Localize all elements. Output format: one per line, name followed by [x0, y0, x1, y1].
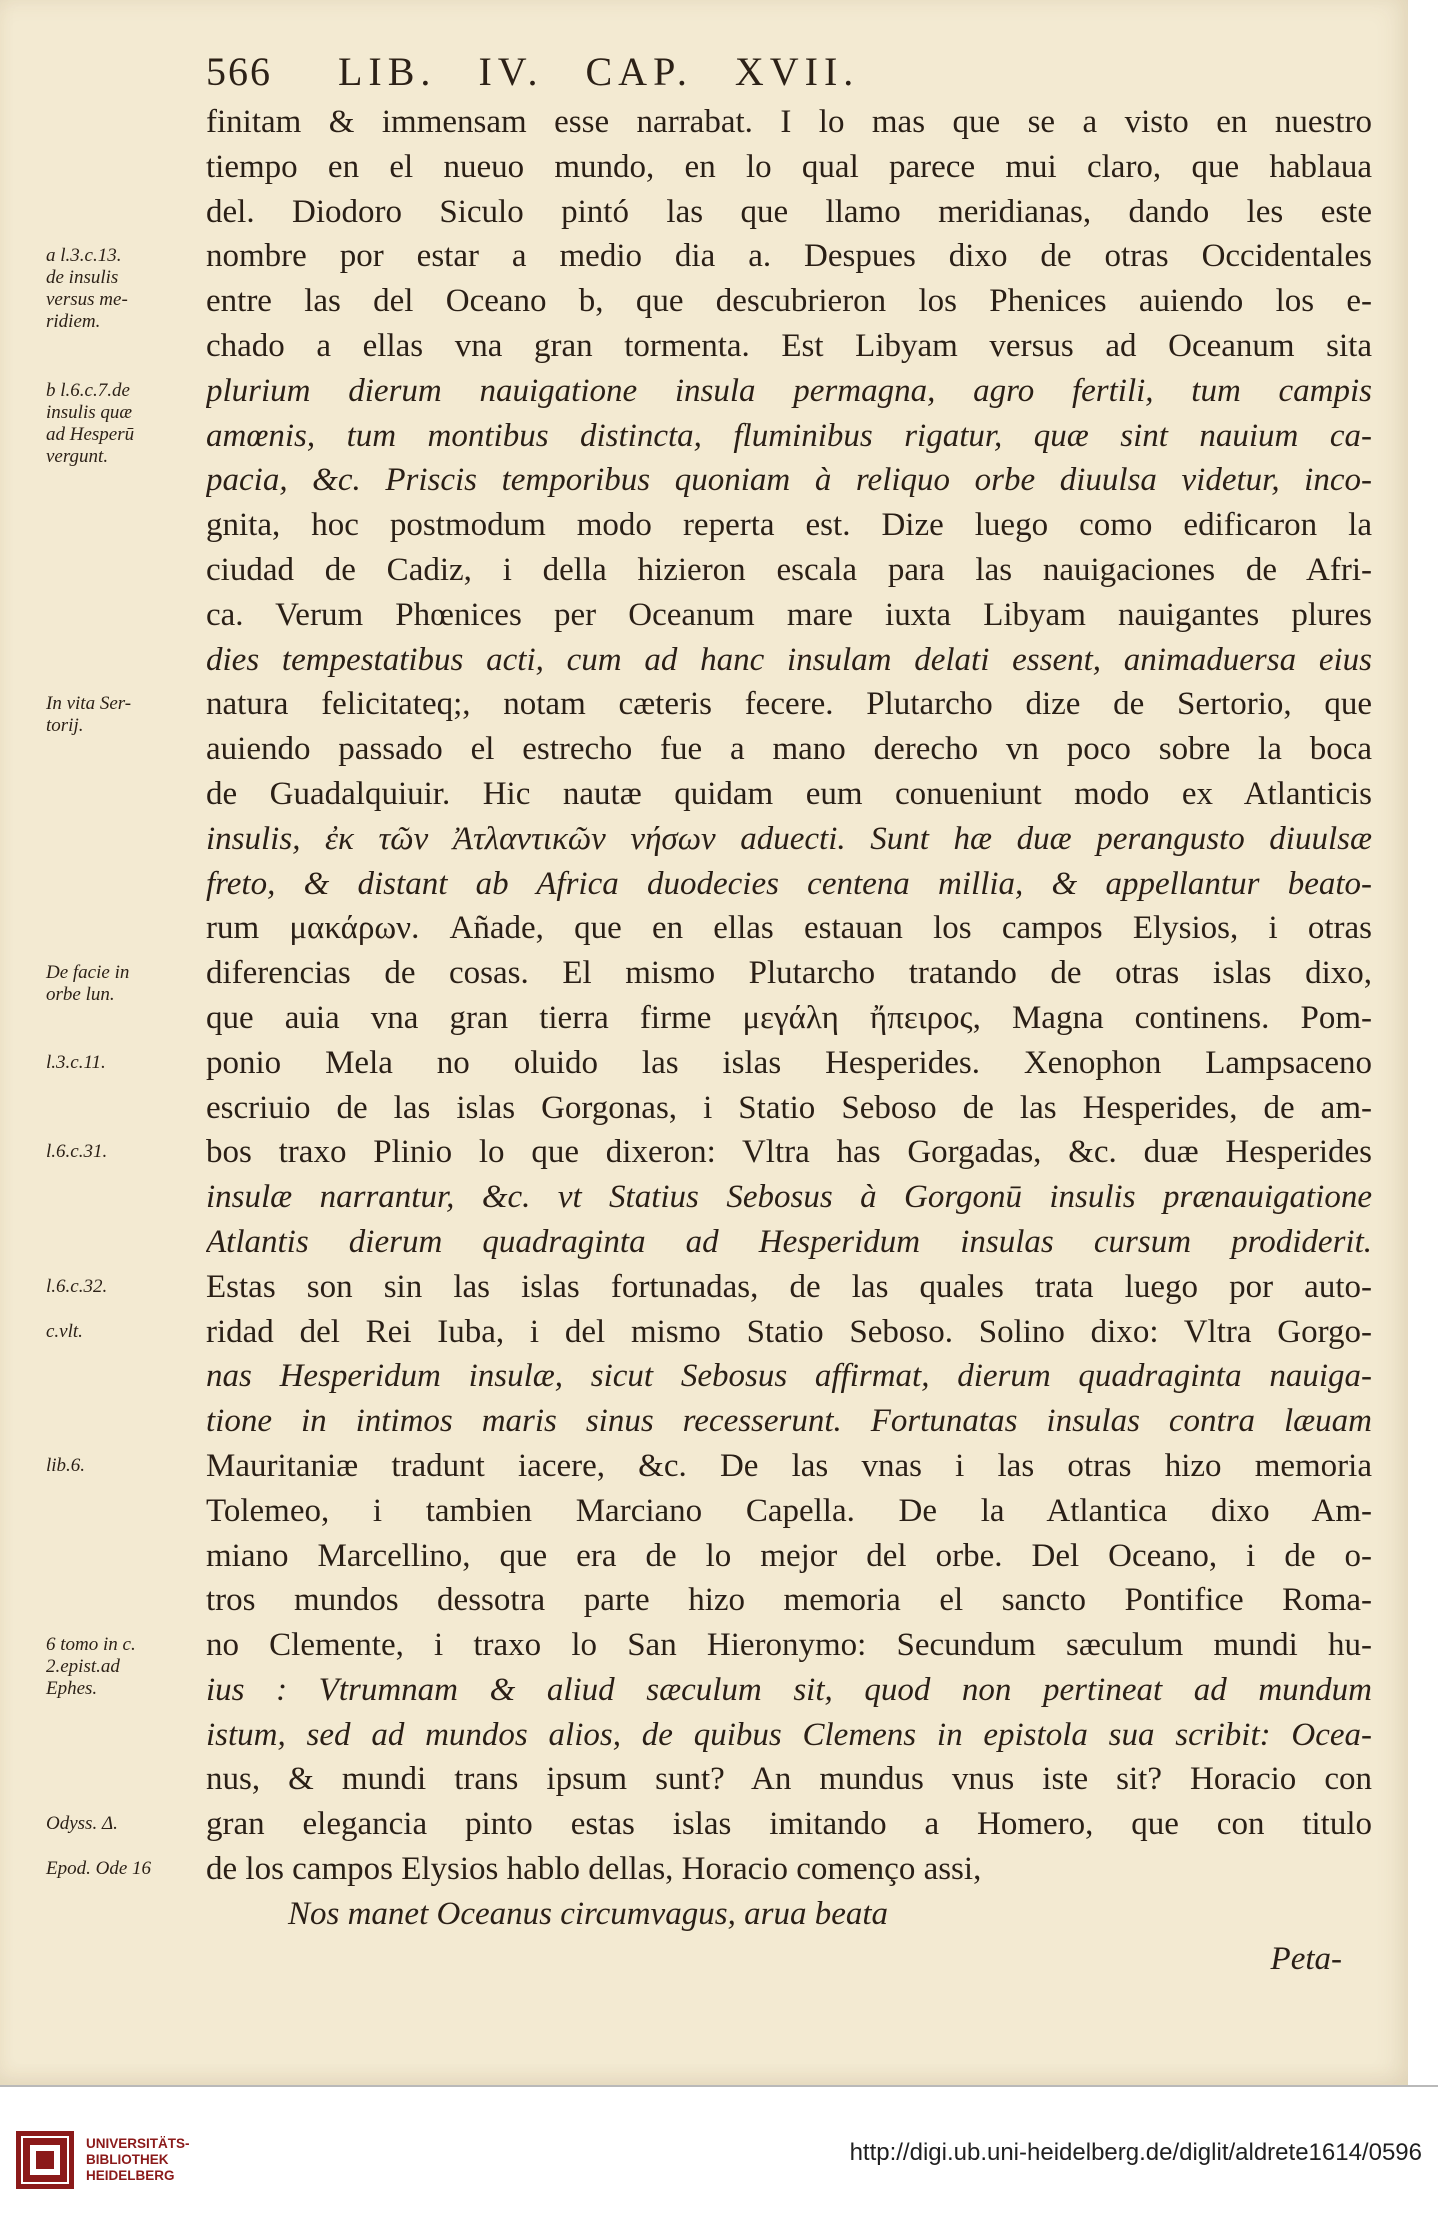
margin-note: a l.3.c.13. de insulis versus me- ridiem. — [46, 245, 128, 333]
text-line: nus, & mundi trans ipsum sunt? An mundus vnus iste sit? Horacio con — [206, 1761, 1372, 1798]
margin-note: b l.6.c.7.de insulis quæ ad Hesperū vergunt. — [46, 379, 135, 467]
text-line: Estas son sin las islas fortunadas, de las quales trata luego por auto- — [206, 1268, 1372, 1305]
running-title-chapter-number: XVII. — [734, 49, 860, 94]
text-line: tros mundos dessotra parte hizo memoria el sancto Pontifice Roma- — [206, 1582, 1372, 1619]
main-text-block — [206, 100, 1372, 1981]
text-line: entre las del Oceano b, que descubrieron los Phenices auiendo los e- — [206, 283, 1372, 320]
margin-note: l.6.c.32. — [46, 1275, 108, 1297]
text-line: Mauritaniæ tradunt iacere, &c. De las vnas i las otras hizo memoria — [206, 1447, 1372, 1484]
text-line: auiendo passado el estrecho fue a mano derecho vn poco sobre la boca — [206, 731, 1372, 768]
text-line: insulæ narrantur, &c. vt Statius Sebosus à Gorgonū insulis prænauigatione — [206, 1179, 1372, 1216]
text-line: amœnis, tum montibus distincta, fluminibus rigatur, quæ sint nauium ca- — [206, 417, 1372, 454]
text-line: bos traxo Plinio lo que dixeron: Vltra has Gorgadas, &c. duæ Hesperides — [206, 1134, 1372, 1171]
text-line: tiempo en el nueuo mundo, en lo qual parece mui claro, que hablaua — [206, 148, 1372, 185]
library-name-line: HEIDELBERG — [86, 2168, 175, 2183]
library-seal-icon — [16, 2131, 74, 2189]
text-line: istum, sed ad mundos alios, de quibus Clemens in epistola sua scribit: Ocea- — [206, 1716, 1372, 1753]
library-name-line: BIBLIOTHEK — [86, 2152, 169, 2167]
text-line: tione in intimos maris sinus recesserunt. Fortunatas insulas contra læuam — [206, 1403, 1372, 1440]
viewer-footer — [0, 2085, 1438, 2235]
margin-note: lib.6. — [46, 1455, 86, 1476]
library-name — [86, 2136, 190, 2184]
text-line: freto, & distant ab Africa duodecies centena millia, & appellantur beato- — [206, 865, 1372, 902]
library-logo[interactable] — [16, 2131, 190, 2189]
text-line: del. Diodoro Siculo pintó las que llamo meridianas, dando les este — [206, 193, 1372, 230]
margin-note: Epod. Ode 16 — [46, 1858, 152, 1880]
text-line: Peta- — [1270, 1940, 1342, 1977]
running-title-book: LIB. — [338, 49, 437, 94]
text-line: de Guadalquiuir. Hic nautæ quidam eum conueniunt modo ex Atlanticis — [206, 775, 1372, 812]
text-line: miano Marcellino, que era de lo mejor del orbe. Del Oceano, i de o- — [206, 1537, 1372, 1574]
text-line: Atlantis dierum quadraginta ad Hesperidum insulas cursum prodiderit. — [206, 1223, 1372, 1260]
margin-note: l.3.c.11. — [46, 1051, 106, 1073]
text-line: ponio Mela no oluido las islas Hesperides. Xenophon Lampsaceno — [206, 1044, 1372, 1081]
text-line: ciudad de Cadiz, i della hizieron escala para las nauigaciones de Afri- — [206, 551, 1372, 588]
text-line: ius : Vtrumnam & aliud sæculum sit, quod non pertineat ad mundum — [206, 1671, 1372, 1708]
text-line: escriuio de las islas Gorgonas, i Statio Seboso de las Hesperides, de am- — [206, 1089, 1372, 1126]
text-line: no Clemente, i traxo lo San Hieronymo: Secundum sæculum mundi hu- — [206, 1627, 1372, 1664]
text-line: que auia vna gran tierra firme μεγάλη ἤπειρος, Magna continens. Pom- — [206, 999, 1372, 1036]
margin-note: l.6.c.31. — [46, 1141, 108, 1163]
page-number: 566 — [206, 49, 272, 94]
footer-divider — [0, 2085, 1438, 2087]
text-line: gnita, hoc postmodum modo reperta est. Dize luego como edificaron la — [206, 507, 1372, 544]
text-line: pacia, &c. Priscis temporibus quoniam à reliquo orbe diuulsa videtur, inco- — [206, 462, 1372, 499]
page-header — [206, 48, 889, 95]
margin-note: c.vlt. — [46, 1320, 83, 1342]
text-line: diferencias de cosas. El mismo Plutarcho tratando de otras islas dixo, — [206, 955, 1372, 992]
text-line: de los campos Elysios hablo dellas, Horacio començo assi, — [206, 1851, 982, 1888]
text-line: plurium dierum nauigatione insula permagna, agro fertili, tum campis — [206, 372, 1372, 409]
text-line: ca. Verum Phœnices per Oceanum mare iuxta Libyam nauigantes plures — [206, 596, 1372, 633]
text-line: rum μακάρων. Añade, que en ellas estauan los campos Elysios, i otras — [206, 910, 1372, 947]
text-line: chado a ellas vna gran tormenta. Est Libyam versus ad Oceanum sita — [206, 327, 1372, 364]
margin-note: Odyss. Δ. — [46, 1813, 118, 1835]
text-line: Tolemeo, i tambien Marciano Capella. De la Atlantica dixo Am- — [206, 1492, 1372, 1529]
text-line: ridad del Rei Iuba, i del mismo Statio Seboso. Solino dixo: Vltra Gorgo- — [206, 1313, 1372, 1350]
margin-note: In vita Ser- torij. — [46, 693, 132, 737]
running-title-book-number: IV. — [478, 49, 544, 94]
text-line: nombre por estar a medio dia a. Despues dixo de otras Occidentales — [206, 238, 1372, 275]
text-line: insulis, ἐκ τῶν Ἀτλαντικῶν νήσων aduecti. Sunt hæ duæ perangusto diuulsæ — [206, 820, 1372, 857]
text-line: finitam & immensam esse narrabat. I lo mas que se a visto en nuestro — [206, 104, 1372, 140]
margin-note: De facie in orbe lun. — [46, 962, 130, 1006]
library-name-line: UNIVERSITÄTS- — [86, 2136, 190, 2151]
margin-note: 6 tomo in c. 2.epist.ad Ephes. — [46, 1634, 136, 1700]
running-title-chapter: CAP. — [585, 49, 693, 94]
text-line: dies tempestatibus acti, cum ad hanc insulam delati essent, animaduersa eius — [206, 641, 1372, 678]
text-line: natura felicitateq;, notam cæteris fecere. Plutarcho dize de Sertorio, que — [206, 686, 1372, 723]
text-line: gran elegancia pinto estas islas imitando a Homero, que con titulo — [206, 1806, 1372, 1843]
source-url-link[interactable]: http://digi.ub.uni-heidelberg.de/diglit/aldrete1614/0596 — [849, 2139, 1422, 2166]
text-line: nas Hesperidum insulæ, sicut Sebosus affirmat, dierum quadraginta nauiga- — [206, 1358, 1372, 1395]
text-line: Nos manet Oceanus circumvagus, arua beata — [288, 1895, 889, 1932]
